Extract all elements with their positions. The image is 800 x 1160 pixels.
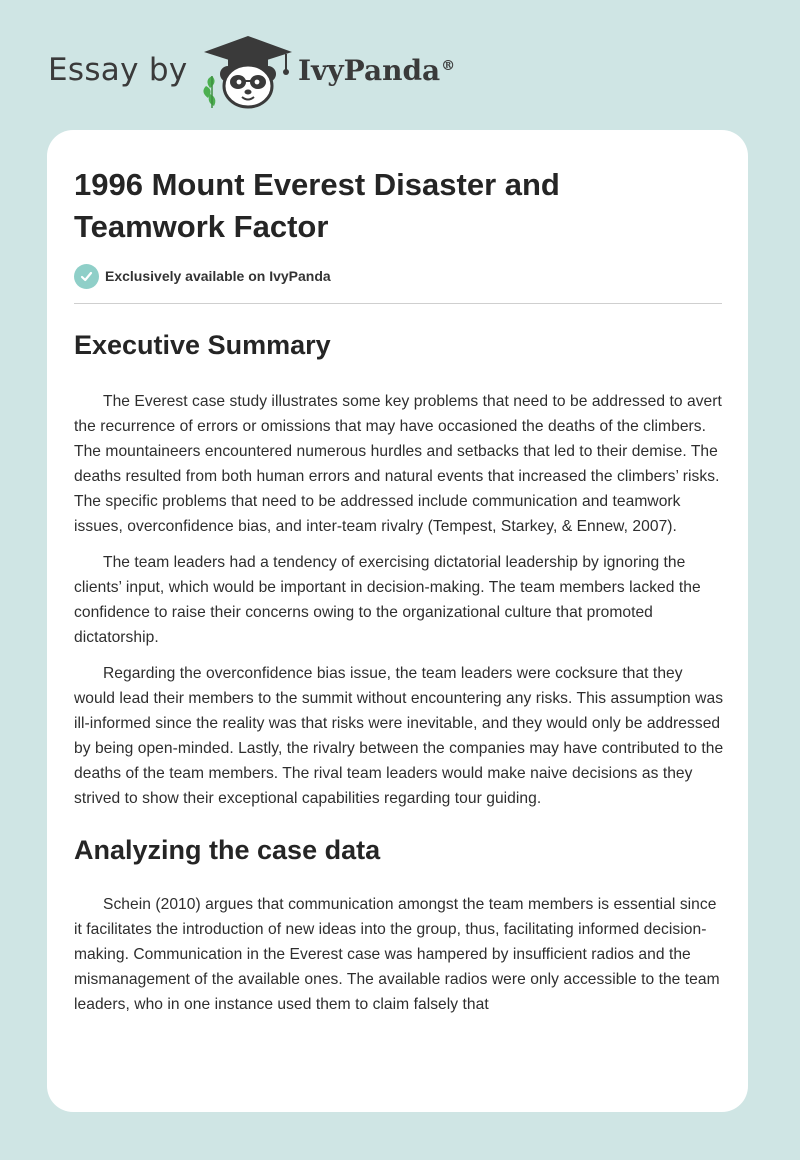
- registered-mark: ®: [441, 57, 456, 74]
- brand-name: [298, 54, 455, 87]
- paragraph: The Everest case study illustrates some key problems that need to be addressed to avert the recurrence of errors or omissions that may have occasioned the deaths of the climbers. The mountaineers encountered numerous hurdles and setbacks that led to their demise. The deaths resulted from both human errors and natural events that increased the climbers’ risks. The specific problems that need to be addressed include communication and teamwork issues, overconfidence bias, and inter-team rivalry (Tempest, Starkey, & Ennew, 2007).: [74, 393, 722, 535]
- section-heading-executive-summary: Executive Summary: [74, 330, 331, 360]
- brand-prefix: Essay by: [48, 52, 188, 88]
- paragraph: The team leaders had a tendency of exercising dictatorial leadership by ignoring the clients’ input, which would be important in decision-making. The team members lacked the confidence to raise their concerns owing to the organizational culture that promoted dictatorship.: [74, 554, 701, 646]
- check-circle-icon: [74, 264, 99, 289]
- paragraph: Schein (2010) argues that communication amongst the team members is essential since it facilitates the introduction of new ideas into the group, thus, facilitating informed decision-making. Communication in the Everest case was hampered by insufficient radios and the mismanagement of the available ones. The available radios were only accessible to the team leaders, who in one instance used them to claim falsely that: [74, 896, 720, 1013]
- essay-card: [47, 130, 748, 1112]
- brand-name-text: IvyPanda: [298, 54, 441, 87]
- exclusive-badge: [74, 263, 331, 289]
- paragraph: Regarding the overconfidence bias issue, the team leaders were cocksure that they would lead their members to the summit without encountering any risks. This assumption was ill-informed since the reality was that risks were inevitable, and they would only be addressed by being open-minded. Lastly, the rivalry between the companies may have contributed to the deaths of the team members. The rival team leaders would make naive decisions as they strived to show their exceptional capabilities regarding tour guiding.: [74, 665, 724, 807]
- exclusive-badge-text: Exclusively available on IvyPanda: [105, 268, 331, 284]
- brand-header[interactable]: [48, 34, 468, 110]
- divider: [74, 303, 722, 304]
- panda-graduation-cap-icon: [200, 34, 296, 110]
- section-heading-analyzing-case-data: Analyzing the case data: [74, 835, 381, 865]
- article-body: [74, 320, 724, 1017]
- page-title: 1996 Mount Everest Disaster and Teamwork Factor: [74, 167, 560, 244]
